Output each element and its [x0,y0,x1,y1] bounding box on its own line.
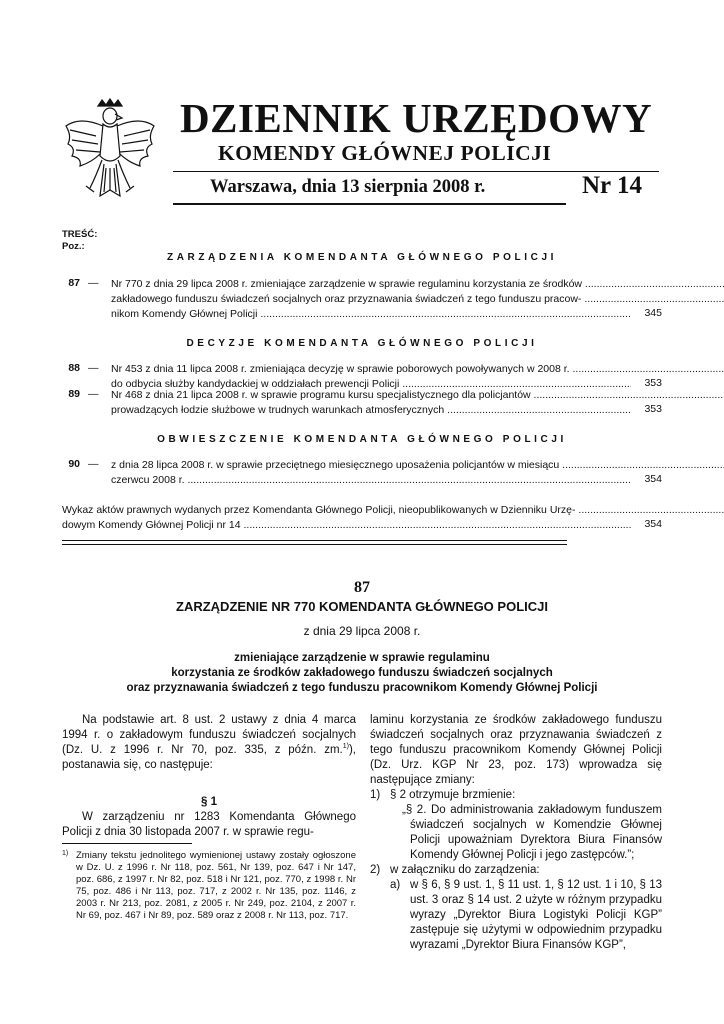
item-label: a) [390,879,401,891]
change-item-2 [370,863,662,953]
separator-rule [62,540,567,541]
toc-label: TREŚĆ: [62,229,98,240]
toc-line-dotted: prowadzących łodzie służbowe w trudnych warunkach atmosferycznych ..... [111,403,631,418]
toc-dash: — [88,458,99,470]
toc-item-num: 90 [68,458,80,470]
toc-line-dotted: dowym Komendy Głównej Policji nr 14 ..... [62,518,632,533]
toc-page: 345 [644,307,662,319]
article-subtitle-line: zmieniające zarządzenie w sprawie regulaminu [234,652,490,664]
article-subtitle [0,651,724,696]
toc-section-decyzje: DECYZJE KOMENDANTA GŁÓWNEGO POLICJI [186,338,538,349]
footnote-text: Zmiany tekstu jednolitego wymienionej ustawy zostały ogłoszone w Dz. U. z 1996 r. Nr 118, poz. 561, Nr 139, poz. 647 i Nr 147, poz. 686, z 1997 r. Nr 82, poz. 518 i Nr 121, poz. 770, z 1998 r. Nr 75, poz. 486 i Nr 113, poz. 717, z 2002 r. Nr 135, poz. 1146, z 2003 r. Nr 213, poz. 2081, z 2005 r. Nr 249, poz. 2104, z 2007 r. Nr 69, poz. 467 i Nr 89, poz. 589 oraz z 2008 r. Nr 113, poz. 717. [76,850,356,921]
toc-page: 353 [644,403,662,415]
toc-item-89[interactable] [111,388,631,418]
paragraph-1-heading: § 1 [201,796,217,808]
toc-dash: — [88,362,99,374]
toc-line: zakładowego funduszu świadczeń socjalnych oraz przyznawania świadczeń z tego funduszu pracow- ..... [111,292,631,307]
separator-rule [62,544,567,545]
toc-item-num: 87 [68,277,80,289]
toc-item-num: 88 [68,362,80,374]
journal-title: DZIENNIK URZĘDOWY [180,95,653,141]
toc-line-dotted: nikom Komendy Głównej Policji ..... [111,307,631,322]
toc-section-obwieszczenie: OBWIESZCZENIE KOMENDANTA GŁÓWNEGO POLICJI [157,434,567,445]
article-title: ZARZĄDZENIE NR 770 KOMENDANTA GŁÓWNEGO POLICJI [176,599,548,614]
paragraph-1-text: W zarządzeniu nr 1283 Komendanta Głównego Policji z dnia 30 listopada 2007 r. w sprawie regu- [62,811,356,838]
toc-line: z dnia 28 lipca 2008 r. w sprawie przeciętnego miesięcznego uposażenia policjantów w miesiącu ..... [111,458,631,473]
article-number: 87 [354,579,370,596]
toc-line-dotted: do odbycia służby kandydackiej w oddziałach prewencji Policji ..... [111,377,631,392]
article-left-column [62,713,356,840]
item-quote: „§ 2. Do administrowania zakładowym funduszem świadczeń socjalnych w Komendzie Głównej Policji upoważniam Dyrektora Biura Finansów Komendy Głównej Policji i jego zastępców.”; [402,804,662,861]
toc-page: 354 [644,473,662,485]
eagle-emblem-icon [60,96,160,206]
date-rule [173,203,566,205]
toc-item-90[interactable] [111,458,631,488]
toc-page: 354 [644,518,662,530]
toc-line: Nr 453 z dnia 11 lipca 2008 r. zmieniająca decyzję w sprawie poborowych powoływanych w 2008 r. ..... [111,362,631,377]
toc-line: Nr 770 z dnia 29 lipca 2008 r. zmieniające zarządzenie w sprawie regulaminu korzystania ze środków ..... [111,277,631,292]
toc-item-87[interactable] [111,277,631,322]
toc-page: 353 [644,377,662,389]
toc-section-zarzadzenia: ZARZĄDZENIA KOMENDANTA GŁÓWNEGO POLICJI [166,252,558,263]
intro-end: ), postanawia się, co następuje: [62,744,356,771]
item-label: 2) [370,864,381,876]
change-item-1 [370,788,662,863]
toc-line: Wykaz aktów prawnych wydanych przez Komendanta Głównego Policji, nieopublikowanych w Dzienniku Urzę- ..... [62,503,632,518]
toc-poz-label: Poz.: [62,241,85,252]
article-right-column [370,713,662,953]
issue-number: Nr 14 [582,172,642,199]
toc-dash: — [88,388,99,400]
intro-text: Na podstawie art. 8 ust. 2 ustawy z dnia 4 marca 1994 r. o zakładowym funduszu świadczeń socjalnych (Dz. U. z 1996 r. Nr 70, poz. 335, z późn. zm. [62,714,356,756]
article-date: z dnia 29 lipca 2008 r. [303,624,421,638]
footnote-ref[interactable]: 1) [342,743,349,751]
intro-paragraph [62,713,356,773]
issue-date: Warszawa, dnia 13 sierpnia 2008 r. [210,177,486,197]
article-subtitle-line: oraz przyznawania świadczeń z tego funduszu pracownikom Komendy Głównej Policji [126,682,598,694]
item-text: § 2 otrzymuje brzmienie: [390,789,516,801]
journal-subtitle: KOMENDY GŁÓWNEJ POLICJI [218,141,552,165]
toc-line: Nr 468 z dnia 21 lipca 2008 r. w sprawie programu kursu specjalistycznego dla policjantów ..... [111,388,631,403]
toc-line-dotted: czerwcu 2008 r. ..... [111,473,631,488]
change-item-2a [390,878,662,953]
item-text: w § 6, § 9 ust. 1, § 11 ust. 1, § 12 ust. 1 i 10, § 13 ust. 3 oraz § 14 ust. 2 użyte w różnym przypadku wyrazy „Dyrektor Biura Logistyki Policji KGP” zastępuje się użytymi w odpowiednim przypadku wyrazami „Dyrektor Biura Finansów KGP”, [410,879,662,951]
item-text: w załączniku do zarządzenia: [390,864,540,876]
toc-dash: — [88,277,99,289]
footnote: 1) Zmiany tekstu jednolitego wymienionej ustawy zostały ogłoszone w Dz. U. z 1996 r. Nr 118, poz. 561, Nr 139, poz. 647 i Nr 147, poz. 686, z 1997 r. Nr 82, poz. 518 i Nr 121, poz. 770, z 1998 r. Nr 75, poz. 486 i Nr 113, poz. 717, z 2002 r. Nr 135, poz. 1146, z 2003 r. Nr 213, poz. 2081, z 2005 r. Nr 249, poz. 2104, z 2007 r. Nr 69, poz. 467 i Nr 89, poz. 589 oraz z 2008 r. Nr 113, poz. 717. [62,850,356,921]
article-subtitle-line: korzystania ze środków zakładowego funduszu świadczeń socjalnych [171,667,553,679]
toc-item-num: 89 [68,388,80,400]
right-intro: laminu korzystania ze środków zakładowego funduszu świadczeń socjalnych oraz przyznawania świadczeń z tego funduszu pracownikom Komendy Głównej Policji (Dz. Urz. KGP Nr 23, poz. 173) wprowadza się następujące zmiany: [370,714,662,786]
item-label: 1) [370,789,381,801]
footnote-rule [62,843,192,844]
toc-wykaz[interactable] [62,503,632,533]
